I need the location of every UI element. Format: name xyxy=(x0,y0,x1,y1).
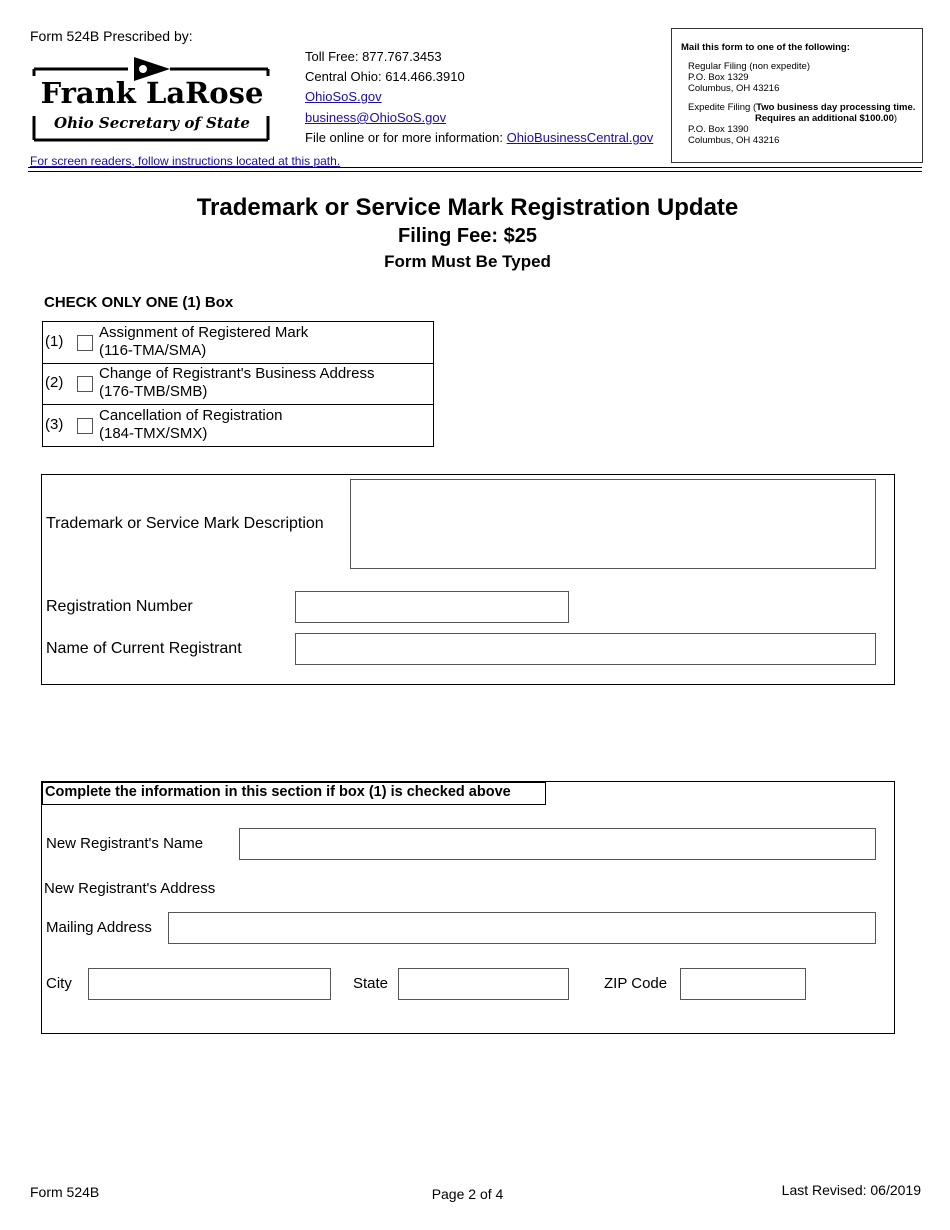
registration-number-input[interactable] xyxy=(295,591,569,623)
toll-free: Toll Free: 877.767.3453 xyxy=(305,49,442,64)
new-registrant-name-label: New Registrant's Name xyxy=(46,835,204,852)
screen-reader-link[interactable]: For screen readers, follow instructions located at this path. xyxy=(30,154,341,168)
mailing-address-input[interactable] xyxy=(168,912,876,944)
checkbox-cancellation[interactable] xyxy=(77,418,93,434)
file-online xyxy=(305,130,653,145)
check-heading: CHECK ONLY ONE (1) Box xyxy=(44,294,234,311)
business-central-link[interactable]: OhioBusinessCentral.gov xyxy=(506,130,654,145)
form-title: Trademark or Service Mark Registration Update xyxy=(196,194,739,221)
logo-subtitle: Ohio Secretary of State xyxy=(54,114,250,132)
mail-box xyxy=(671,28,923,163)
registration-number-label: Registration Number xyxy=(46,598,193,615)
option-line2: (184-TMX/SMX) xyxy=(99,425,208,442)
current-registrant-label: Name of Current Registrant xyxy=(46,640,242,657)
header-rule-2 xyxy=(28,171,922,172)
new-registrant-name-input[interactable] xyxy=(239,828,876,860)
option-label xyxy=(99,407,282,443)
description-label: Trademark or Service Mark Description xyxy=(46,515,324,532)
expedite-time: Two business day processing time. xyxy=(756,102,916,113)
check-option-3[interactable] xyxy=(42,405,434,447)
option-label xyxy=(99,324,308,360)
mailing-address-label: Mailing Address xyxy=(46,919,152,936)
checkbox-address-change[interactable] xyxy=(77,376,93,392)
new-registrant-address-label: New Registrant's Address xyxy=(44,880,216,897)
expedite-filing xyxy=(688,102,915,114)
option-line1: Change of Registrant's Business Address xyxy=(99,365,375,382)
file-online-text: File online or for more information: xyxy=(305,130,507,145)
option-label xyxy=(99,365,375,401)
logo-name: Frank LaRose xyxy=(40,76,264,110)
header-rule xyxy=(28,167,922,168)
current-registrant-input[interactable] xyxy=(295,633,876,665)
check-option-1[interactable] xyxy=(42,321,434,364)
check-option-2[interactable] xyxy=(42,363,434,405)
regular-filing: Regular Filing (non expedite) xyxy=(688,61,810,72)
expedite-city: Columbus, OH 43216 xyxy=(688,135,780,146)
central-ohio-phone: Central Ohio: 614.466.3910 xyxy=(305,69,465,84)
description-input[interactable] xyxy=(350,479,876,569)
regular-box: P.O. Box 1329 xyxy=(688,72,749,83)
expedite-fee: Requires an additional $100.00 xyxy=(755,113,894,124)
expedite-suffix: ) xyxy=(893,113,898,124)
option-line2: (176-TMB/SMB) xyxy=(99,383,208,400)
expedite-prefix: Expedite Filing ( xyxy=(688,102,757,113)
footer-form-number: Form 524B xyxy=(30,1184,100,1200)
state-input[interactable] xyxy=(398,968,569,1000)
footer-last-revised: Last Revised: 06/2019 xyxy=(781,1182,921,1198)
option-line1: Assignment of Registered Mark xyxy=(99,324,309,341)
zip-label: ZIP Code xyxy=(604,975,668,992)
website-link[interactable]: OhioSoS.gov xyxy=(305,89,382,104)
option-line1: Cancellation of Registration xyxy=(99,407,283,424)
option-line2: (116-TMA/SMA) xyxy=(99,342,207,359)
sos-logo xyxy=(30,52,272,144)
option-number: (3) xyxy=(45,416,64,433)
regular-city: Columbus, OH 43216 xyxy=(688,83,780,94)
form-typed-note: Form Must Be Typed xyxy=(384,252,551,271)
city-label: City xyxy=(46,975,72,992)
mail-title: Mail this form to one of the following: xyxy=(681,42,850,53)
email-link[interactable]: business@OhioSoS.gov xyxy=(305,110,447,125)
assignment-heading: Complete the information in this section if box (1) is checked above xyxy=(42,782,546,805)
footer-page-number: Page 2 of 4 xyxy=(431,1186,504,1202)
filing-fee: Filing Fee: $25 xyxy=(398,225,537,247)
option-number: (2) xyxy=(45,374,64,391)
option-number: (1) xyxy=(45,333,64,350)
zip-input[interactable] xyxy=(680,968,806,1000)
state-label: State xyxy=(353,975,389,992)
expedite-box: P.O. Box 1390 xyxy=(688,124,749,135)
city-input[interactable] xyxy=(88,968,331,1000)
checkbox-assignment[interactable] xyxy=(77,335,93,351)
expedite-fee-line xyxy=(755,113,897,125)
prescribed-by: Form 524B Prescribed by: xyxy=(30,28,193,44)
